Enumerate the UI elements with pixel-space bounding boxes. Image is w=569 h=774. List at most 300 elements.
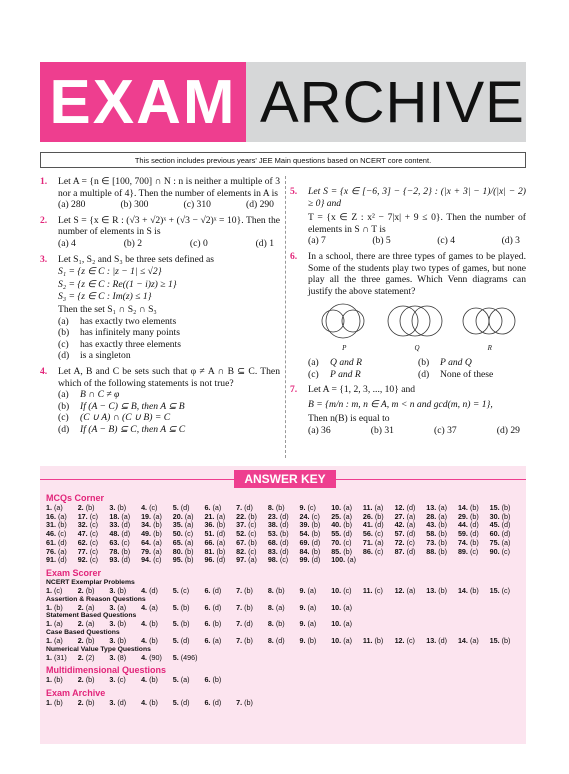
answer-cell [46,587,78,596]
answer-option: (a) [343,619,352,629]
answer-number: 93. [109,555,122,565]
answer-cell [268,587,300,596]
answer-number: 4. [141,602,150,612]
question-text-2: T = {x ∈ Z : x² − 7|x| + 9 ≤ 0}. Then the number of elements in S ∩ T is [308,212,526,235]
answer-option: (a) [343,636,352,646]
answer-cell [236,699,268,708]
answer-option: (c) [406,636,415,646]
answer-option: (c) [279,555,289,565]
answer-option: (b) [153,529,162,539]
answer-option: (b) [149,698,158,708]
answer-option: (b) [54,675,63,685]
option-c: (c) 4 [437,235,456,247]
answer-number: 82. [236,546,249,556]
answer-number: 2. [77,619,86,629]
answer-option: (c) [58,529,67,539]
question-4 [40,366,280,436]
ncert-answers [46,587,522,596]
answer-option: (b) [85,698,95,708]
answer-option: (a) [307,585,317,595]
set-s3: S₃ = {z ∈ C : Im(z) ≤ 1} [58,291,152,303]
option-d: (d) 1 [255,237,274,249]
venn-r [459,301,519,341]
answer-number: 65. [172,537,185,547]
banner-exam: EXAM [40,62,246,142]
answer-number: 60. [489,529,502,539]
answer-cell [46,620,78,629]
answer-number: 2. [77,503,86,512]
answer-cell [173,676,205,685]
answer-number: 15. [489,585,502,595]
answer-option: (d) [244,619,253,629]
answer-number: 40. [331,520,344,530]
answer-number: 79. [141,546,154,556]
ar-title: Assertion & Reason Questions [46,595,146,603]
answer-number: 3. [109,503,118,512]
answer-option: (b) [311,546,321,556]
answer-option: (a) [374,537,384,547]
answer-cell [268,556,300,565]
answer-option: (b) [212,619,222,629]
answer-option: (a) [406,511,416,521]
answer-number: 10. [331,585,344,595]
question-text: Let A = {n ∈ [100, 700] ∩ N : n is neither a multiple of 3 nor a multiple of 4}. Then the number of elements in A is [58,176,280,199]
option-b: (b) 5 [372,235,391,247]
answer-option: (b) [374,511,384,521]
option-c-text: P and R [330,368,361,380]
answer-cell [173,699,205,708]
options-row-2 [308,369,526,381]
answer-number: 9. [299,636,308,646]
answer-number: 99. [299,555,312,565]
answer-key-content [46,492,522,708]
answer-number: 63. [109,537,122,547]
option-a: (a) has exactly two elements [58,315,177,327]
answer-cell [204,604,236,613]
cb-title: Case Based Questions [46,629,120,637]
answer-option: (d) [121,555,131,565]
question-number: 3. [40,253,48,265]
answer-number: 3. [109,619,118,629]
answer-cell [109,676,141,685]
answer-option: (b) [117,585,127,595]
answer-option: (c) [89,537,99,547]
left-column [40,176,280,439]
answer-cell [46,699,78,708]
option-d: (d) is a singleton [58,350,131,362]
mcq-title: MCQs Corner [46,493,105,503]
answer-number: 13. [426,503,439,512]
answer-number: 7. [236,585,245,595]
answer-cell [141,654,173,663]
option-d: (d) 3 [501,235,520,247]
answer-number: 47. [77,529,90,539]
answer-cell [426,548,458,557]
answer-option: (b) [438,529,448,539]
answer-option: (b) [248,537,257,547]
question-text: In a school, there are three types of games to be played. Some of the students play two types of games, but none play all the three games. Which Venn diagrams can justify the above statement? [308,250,526,297]
answer-option: (b) [501,636,511,646]
answer-option: (b) [438,546,448,556]
answer-cell [331,620,363,629]
answer-option: (a) [216,511,226,521]
answer-option: (b) [153,520,162,530]
answer-cell [331,556,363,565]
answer-option: (d) [117,698,127,708]
banner-archive: ARCHIVE [246,62,526,142]
answer-number: 10. [331,503,344,512]
answer-number: 80. [172,546,185,556]
answer-number: 3. [109,602,118,612]
question-text: Let S₁, S₂ and S₃ be three sets defined as [58,253,215,265]
answer-number: 70. [331,537,344,547]
answer-cell [300,604,332,613]
answer-option: (31) [54,652,67,662]
answer-option: (d) [121,529,131,539]
answer-option: (b) [469,537,479,547]
answer-option: (b) [85,636,95,646]
answer-option: (b) [149,675,158,685]
options-row [58,238,280,250]
answer-cell [78,556,110,565]
answer-number: 9. [299,503,308,512]
answer-number: 53. [267,529,280,539]
nv-answers [46,654,522,663]
answer-number: 2. [77,698,86,708]
answer-option: (c) [180,585,190,595]
answer-cell [173,604,205,613]
question-number: 2. [40,214,48,226]
answer-cell [204,699,236,708]
answer-option: (d) [469,520,479,530]
answer-option: (b) [501,511,511,521]
option-c: (c) 310 [183,199,211,211]
options-row [308,235,526,247]
answer-option: (d) [149,585,158,595]
ncert-title: NCERT Exemplar Problems [46,578,135,586]
answer-cell [490,587,522,596]
answer-option: (c) [89,529,99,539]
ea-answers [46,699,522,708]
answer-number: 95. [172,555,185,565]
answer-option: (a) [54,636,63,646]
answer-cell [268,620,300,629]
answer-option: (b) [307,636,317,646]
answer-option: (c) [248,546,257,556]
answer-number: 8. [267,585,276,595]
answer-option: (c) [311,511,320,521]
answer-option: (d) [279,546,289,556]
answer-option: (d) [501,529,511,539]
answer-option: (b) [311,520,321,530]
answer-option: (c) [374,529,384,539]
answer-number: 58. [426,529,439,539]
answer-number: 12. [394,636,407,646]
answer-number: 3. [109,652,118,662]
answer-number: 1. [46,619,54,629]
answer-number: 12. [394,503,407,512]
answer-cell [46,637,78,646]
question-text-1: Let A = {1, 2, 3, ..., 10} and [308,384,416,396]
answer-option: (c) [121,537,130,547]
venn-label-q: Q [414,344,420,353]
answer-option: (b) [216,520,226,530]
answer-number: 11. [362,636,375,646]
answer-number: 59. [457,529,470,539]
answer-number: 54. [299,529,312,539]
answer-option: (a) [54,503,63,512]
answer-option: (b) [121,546,131,556]
answer-number: 7. [236,619,245,629]
answer-number: 75. [489,537,502,547]
mcq-answers [46,504,522,565]
answer-number: 14. [457,585,470,595]
answer-number: 5. [172,698,181,708]
answer-number: 20. [172,511,185,521]
answer-cell [141,637,173,646]
option-c: (c) 0 [189,237,208,249]
answer-option: (a) [212,503,222,512]
answer-number: 68. [267,537,280,547]
answer-number: 83. [267,546,280,556]
option-a: (a) B ∩ C ≠ φ [58,389,120,401]
answer-number: 97. [236,555,249,565]
answer-option: (a) [307,619,317,629]
answer-number: 33. [109,520,122,530]
option-b-text: P and Q [440,356,472,368]
answer-cell [331,604,363,613]
answer-number: 86. [362,546,375,556]
answer-option: (b) [501,503,511,512]
answer-option: (d) [279,520,289,530]
answer-cell [458,587,490,596]
answer-number: 9. [299,585,308,595]
answer-option: (b) [469,585,479,595]
answer-option: (d) [279,511,289,521]
answer-option: (c) [248,529,257,539]
answer-number: 72. [394,537,407,547]
answer-cell [204,620,236,629]
option-c: (c) (C ∪ A) ∩ (C ∪ B) = C [58,412,171,424]
option-b: (b) 31 [370,424,394,436]
answer-option: (a) [184,537,194,547]
set-s2: S₂ = {z ∈ C : Re((1 − i)z) ≥ 1} [58,278,177,290]
answer-number: 3. [109,636,118,646]
answer-number: 81. [204,546,217,556]
option-b: (b) 2 [123,237,143,249]
answer-cell [141,556,173,565]
answer-number: 5. [172,585,181,595]
answer-option: (a) [149,602,158,612]
answer-number: 13. [426,636,439,646]
option-b: (b) If (A − C) ⊆ B, then A ⊆ B [58,400,185,412]
answer-cell [173,587,205,596]
answer-number: 3. [109,585,118,595]
answer-number: 10. [331,636,344,646]
answer-option: (d) [212,698,222,708]
answer-option: (a) [121,511,131,521]
answer-number: 1. [46,636,54,646]
answer-number: 21. [204,511,217,521]
answer-option: (a) [469,636,479,646]
answer-cell [141,604,173,613]
answer-option: (c) [469,546,479,556]
answer-option: (a) [153,511,162,521]
answer-option: (a) [343,503,352,512]
answer-option: (d) [406,546,416,556]
answer-cell [141,699,173,708]
answer-cell [78,676,110,685]
sb-answers [46,620,522,629]
answer-option: (2) [85,652,95,662]
question-number: 4. [40,365,48,377]
option-c-label: (c) [308,368,319,380]
answer-number: 44. [457,520,470,530]
answer-cell [78,654,110,663]
answer-cell [173,637,205,646]
answer-option: (a) [153,546,162,556]
answer-number: 84. [299,546,312,556]
option-d-text: None of these [440,368,494,380]
answer-option: (d) [343,529,352,539]
answer-option: (496) [180,652,198,662]
answer-number: 16. [46,511,58,521]
answer-cell [109,604,141,613]
answer-number: 6. [204,619,213,629]
answer-cell [78,604,110,613]
answer-number: 5. [172,636,181,646]
answer-number: 55. [331,529,344,539]
answer-number: 7. [236,636,245,646]
question-text: Let A, B and C be sets such that φ ≠ A ∩ B ⊆ C. Then which of the following statements is not true? [58,365,280,389]
answer-number: 61. [46,537,58,547]
answer-cell [173,556,205,565]
answer-number: 78. [109,546,122,556]
answer-number: 4. [141,636,150,646]
answer-option: (c) [501,585,511,595]
answer-number: 100. [331,555,348,565]
answer-number: 6. [204,503,213,512]
mcq-row [46,556,522,565]
answer-option: (d) [212,602,222,612]
answer-number: 9. [299,619,308,629]
answer-number: 11. [362,585,375,595]
answer-number: 30. [489,511,502,521]
answer-option: (a) [438,503,448,512]
answer-option: (b) [343,546,352,556]
answer-option: (b) [469,503,479,512]
answer-number: 43. [426,520,439,530]
answer-number: 1. [46,585,54,595]
answer-number: 1. [46,652,54,662]
answer-option: (a) [374,503,384,512]
question-3 [40,254,280,362]
answer-cell [78,587,110,596]
answer-number: 5. [172,503,181,512]
question-number: 7. [290,384,298,396]
option-d: (d) If (A − B) ⊆ C, then A ⊆ C [58,423,186,435]
answer-number: 3. [109,698,118,708]
answer-number: 6. [204,636,213,646]
option-c: (c) 37 [434,424,457,436]
answer-number: 7. [236,698,245,708]
answer-option: (a) [58,511,67,521]
option-c: (c) has exactly three elements [58,338,181,350]
answer-option: (d) [58,555,67,565]
answer-option: (d) [212,585,222,595]
answer-number: 2. [77,585,86,595]
question-text-3: Then n(B) is equal to [308,413,390,425]
answer-option: (b) [244,698,253,708]
answer-number: 19. [141,511,154,521]
answer-number: 14. [457,503,470,512]
answer-option: (c) [54,585,63,595]
answer-option: (d) [244,503,253,512]
column-divider [285,176,286,458]
answer-number: 71. [362,537,375,547]
answer-number: 2. [77,636,86,646]
question-number: 1. [40,176,48,187]
answer-number: 4. [141,585,150,595]
answer-number: 91. [46,555,58,565]
answer-option: (c) [89,511,99,521]
answer-option: (b) [275,585,285,595]
answer-cell [363,637,395,646]
answer-option: (a) [117,602,127,612]
answer-option: (b) [438,520,448,530]
answer-number: 26. [362,511,375,521]
answer-number: 51. [204,529,217,539]
answer-number: 69. [299,537,312,547]
option-a: (a) 4 [58,237,76,249]
answer-number: 98. [267,555,280,565]
answer-option: (d) [311,537,321,547]
answer-option: (8) [117,652,127,662]
answer-cell [78,620,110,629]
answer-option: (c) [149,503,158,512]
answer-number: 1. [46,698,54,708]
answer-cell [395,637,427,646]
answer-number: 6. [204,675,213,685]
answer-cell [236,620,268,629]
answer-option: (a) [343,602,352,612]
answer-number: 4. [141,619,150,629]
question-number: 6. [290,250,298,262]
answer-option: (a) [58,546,67,556]
answer-option: (b) [58,520,67,530]
answer-cell [204,676,236,685]
answer-cell [141,620,173,629]
venn-label-p: P [342,344,347,353]
option-a: (a) 280 [58,199,86,211]
answer-option: (a) [184,511,194,521]
answer-option: (a) [501,537,511,547]
answer-option: (a) [347,555,356,565]
answer-cell [426,587,458,596]
answer-option: (a) [343,511,352,521]
answer-cell [300,620,332,629]
answer-option: (b) [212,675,222,685]
answer-number: 12. [394,585,407,595]
answer-option: (b) [244,602,253,612]
md-answers [46,676,522,685]
answer-option: (a) [184,520,194,530]
question-7 [290,384,526,436]
answer-cell [78,637,110,646]
answer-number: 10. [331,619,344,629]
answer-option: (c) [406,537,415,547]
answer-cell [204,637,236,646]
